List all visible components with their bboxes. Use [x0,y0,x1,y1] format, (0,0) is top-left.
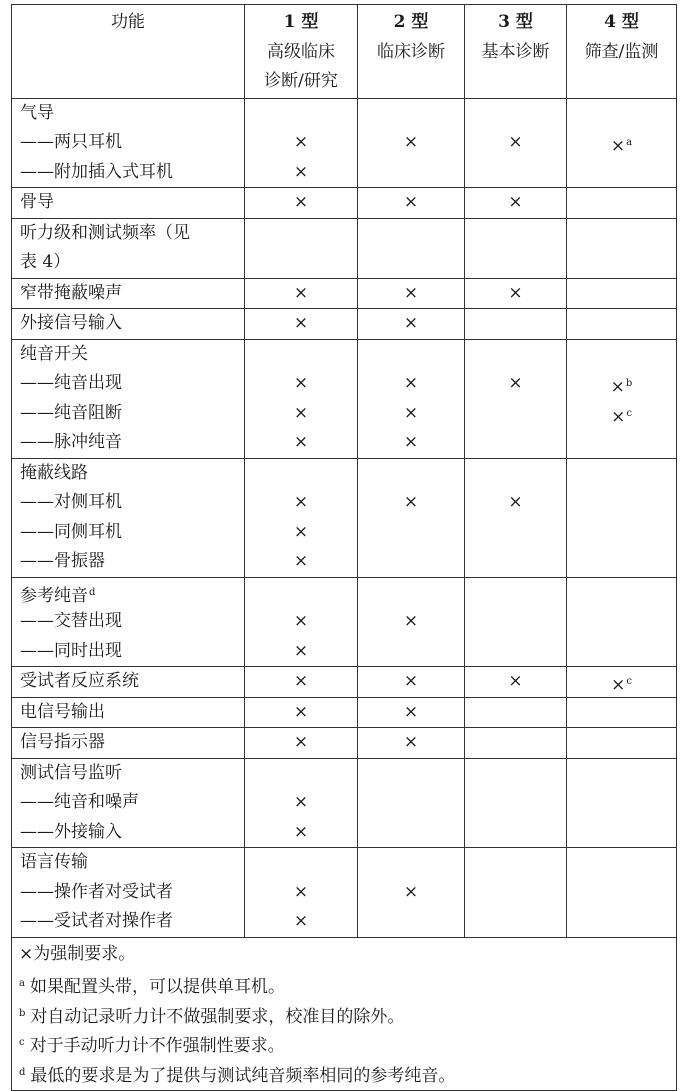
type-1-cell [245,848,358,938]
footnote [19,999,676,1029]
type-4-cell [567,577,677,667]
requirement-mark [245,340,357,370]
requirement-mark [358,578,464,608]
function-sub-label: ——纯音阻断 [20,402,122,423]
mark-symbol: × [293,192,309,212]
function-cell [12,309,245,340]
mark-symbol: × [293,492,309,512]
requirement-mark [245,248,357,278]
mark-symbol: × [293,282,309,303]
header-type-1: 1 型 高级临床 诊断/研究 [245,5,358,99]
requirement-mark [358,99,464,129]
type-2-cell [358,577,465,667]
requirement-mark [465,158,566,188]
requirement-mark [465,728,566,758]
table-row [12,577,677,667]
requirement-mark [567,399,676,429]
footnote-ref: b [625,378,633,389]
type-1-cell [245,218,358,278]
requirement-mark [358,399,464,429]
type-1-cell [245,458,358,577]
mark-symbol: × [403,432,419,452]
requirement-mark [358,878,464,908]
footnote-text: 对自动记录听力计不做强制要求，校准目的除外。 [30,1006,405,1027]
requirement-mark [245,128,357,158]
function-label: 受试者反应系统 [20,671,139,691]
function-cell [12,188,245,219]
mark-symbol: × [611,406,626,427]
function-sub-label: ——两只耳机 [20,132,122,152]
requirement-mark [567,219,676,249]
mark-symbol: × [610,136,626,156]
function-label: 窄带掩蔽噪声 [20,282,122,303]
requirement-mark [567,607,676,637]
mark-symbol: × [403,701,419,722]
type-4-cell [567,309,677,340]
footnote-ref: c [626,407,632,419]
type-4-cell [567,98,677,188]
type-4-cell [567,339,677,458]
requirement-mark [358,788,464,818]
requirement-mark [567,309,676,339]
function-sub-label: ——操作者对受试者 [20,881,173,902]
requirement-mark [465,99,566,129]
footnote-text: 对于手动听力计不作强制性要求。 [29,1036,285,1056]
function-label: 气导 [20,102,54,123]
requirement-mark [245,759,357,789]
requirement-mark [465,848,566,878]
function-label: 信号指示器 [20,732,105,752]
type-3-cell [465,697,567,728]
header-row [12,5,677,99]
type-3-cell [465,339,567,458]
type-4-cell [567,458,677,577]
requirement-mark [358,128,464,158]
footnote [19,1058,676,1088]
requirement-mark [245,219,357,249]
requirement-mark [567,637,676,667]
requirement-mark [567,369,676,399]
table-row [12,848,677,938]
requirement-mark [465,188,566,218]
table-row [12,278,677,309]
requirement-mark [245,428,357,458]
requirement-mark [465,128,566,158]
mark-symbol: × [403,402,419,423]
requirement-mark [358,309,464,339]
function-cell [12,577,245,667]
mark-symbol: × [293,911,309,931]
function-sub-label: ——受试者对操作者 [20,911,173,931]
mark-symbol: × [293,881,309,902]
function-label: 电信号输出 [20,701,105,722]
header-type-4: 4 型 筛查/监测 [567,5,677,99]
type-2-cell [358,697,465,728]
function-cell [12,218,245,278]
mark-symbol: × [403,282,419,303]
requirement-mark [567,488,676,518]
requirement-mark [245,309,357,339]
requirement-mark [465,607,566,637]
requirement-mark [358,369,464,399]
type-1-cell [245,188,358,219]
requirement-mark [567,907,676,937]
function-sub-label: ——同时出现 [20,640,122,661]
mark-symbol: × [293,373,309,393]
requirement-mark [567,459,676,489]
requirement-mark [465,279,566,309]
function-cell [12,758,245,848]
requirement-mark [358,728,464,758]
type-4-cell [567,188,677,219]
requirement-mark [465,248,566,278]
type-1-cell [245,577,358,667]
requirement-mark [245,788,357,818]
requirement-mark [567,848,676,878]
type-3-cell [465,218,567,278]
mark-symbol: × [508,192,523,212]
requirement-mark [465,219,566,249]
requirement-mark [465,547,566,577]
mark-symbol: × [508,282,523,303]
requirement-mark [358,428,464,458]
mark-symbol: × [293,671,309,691]
requirement-mark [245,578,357,608]
requirement-mark [358,248,464,278]
type-3-cell [465,98,567,188]
requirement-mark [465,459,566,489]
requirement-mark [358,607,464,637]
footnote-key: d [19,1066,26,1078]
type-2-cell [358,309,465,340]
type-4-cell [567,728,677,759]
requirement-mark [245,907,357,937]
mark-symbol: × [293,132,309,152]
type-1-cell [245,309,358,340]
type-2-cell [358,278,465,309]
requirement-mark [465,518,566,548]
type-3-cell [465,577,567,667]
requirement-mark [358,488,464,518]
table-row [12,218,677,278]
requirement-mark [567,158,676,188]
requirement-mark [465,878,566,908]
function-cell [12,339,245,458]
requirement-mark [358,518,464,548]
requirement-mark [567,698,676,728]
requirement-mark [465,907,566,937]
requirement-mark [567,188,676,218]
function-label: 骨导 [20,192,54,212]
requirement-mark [245,99,357,129]
table-notes [12,937,677,1091]
function-sub-label: ——交替出现 [20,611,122,631]
function-sub-label: ——外接输入 [20,821,122,842]
footnote-ref: c [626,676,632,687]
requirement-mark [567,340,676,370]
requirement-mark [567,728,676,758]
audiometer-function-table-wrapper [11,4,676,1091]
type-1-cell [245,728,358,759]
requirement-mark [358,279,464,309]
requirement-mark [465,578,566,608]
function-label: 外接信号输入 [20,313,122,333]
type-2-cell [358,458,465,577]
requirement-mark [465,818,566,848]
function-sub-label: ——纯音出现 [20,373,122,393]
mark-symbol: × [403,671,419,691]
mark-symbol: × [403,881,419,902]
header-type-2: 2 型 临床诊断 [358,5,465,99]
type-3-cell [465,728,567,759]
type-2-cell [358,667,465,698]
requirement-mark [358,667,464,697]
requirement-mark [465,399,566,429]
table-body [12,98,677,937]
requirement-mark [358,459,464,489]
type-3-cell [465,278,567,309]
footnote-key: a [19,978,25,989]
requirement-mark [465,788,566,818]
mark-symbol: × [293,161,309,182]
requirement-mark [567,428,676,458]
mark-symbol: × [293,521,309,542]
requirement-mark [358,818,464,848]
type-4-cell [567,278,677,309]
requirement-mark [465,340,566,370]
requirement-mark [245,518,357,548]
mark-symbol: × [403,192,419,212]
type-1-cell [245,98,358,188]
type-3-cell [465,848,567,938]
requirement-mark [567,759,676,789]
requirement-mark [567,128,676,158]
function-sub-label: ——同侧耳机 [20,521,122,542]
requirement-mark [245,667,357,697]
requirement-mark [245,399,357,429]
type-4-cell [567,667,677,698]
function-sub-label: 表 4） [20,252,71,272]
table-row [12,667,677,698]
function-cell [12,848,245,938]
mark-symbol: × [293,732,309,752]
requirement-mark [567,248,676,278]
footnote [19,969,676,999]
requirement-mark [358,698,464,728]
requirement-mark [245,279,357,309]
requirement-mark [465,309,566,339]
type-1-cell [245,758,358,848]
table-row [12,309,677,340]
requirement-mark [245,878,357,908]
requirement-mark [358,848,464,878]
requirement-mark [567,818,676,848]
function-cell [12,278,245,309]
table-row [12,98,677,188]
requirement-mark [245,158,357,188]
requirement-mark [245,459,357,489]
requirement-mark [245,188,357,218]
mark-symbol: × [293,402,309,423]
type-2-cell [358,98,465,188]
type-3-cell [465,667,567,698]
function-cell [12,98,245,188]
requirement-mark [358,219,464,249]
requirement-mark [567,878,676,908]
audiometer-function-table [11,4,677,1091]
requirement-mark [567,667,676,697]
type-3-cell [465,758,567,848]
requirement-mark [465,428,566,458]
mark-symbol: × [403,373,419,393]
function-sub-label: ——纯音和噪声 [20,792,139,812]
table-row [12,697,677,728]
function-cell [12,728,245,759]
requirement-mark [358,547,464,577]
mark-symbol: × [403,732,419,752]
type-3-cell [465,309,567,340]
requirement-mark [567,578,676,608]
requirement-mark [358,907,464,937]
requirement-mark [245,848,357,878]
footnote [19,1028,676,1058]
requirement-mark [465,369,566,399]
mark-symbol: × [293,701,309,722]
mark-symbol: × [293,432,309,452]
function-sub-label: ——骨振器 [20,551,105,571]
function-label: 听力级和测试频率（见 [20,222,190,243]
mark-symbol: × [611,675,626,695]
mark-symbol: × [403,313,419,333]
type-1-cell [245,278,358,309]
table-row [12,458,677,577]
table-row [12,339,677,458]
type-4-cell [567,218,677,278]
header-type-3: 3 型 基本诊断 [465,5,567,99]
mark-symbol: × [293,611,309,631]
footnote-text: 最低的要求是为了提供与测试纯音频率相同的参考纯音。 [30,1065,456,1086]
function-sub-label: ——脉冲纯音 [20,432,122,452]
notes-row [12,937,677,1091]
requirement-mark [245,698,357,728]
requirement-mark [245,728,357,758]
function-label: 测试信号监听 [20,762,122,783]
requirement-mark [465,667,566,697]
requirement-mark [567,788,676,818]
requirement-mark [245,547,357,577]
function-label: 纯音开关 [20,343,88,364]
mark-symbol: × [508,132,523,152]
requirement-mark [465,488,566,518]
function-label: 参考纯音$^d$ [20,585,96,606]
requirement-mark [358,158,464,188]
requirement-mark [245,818,357,848]
mark-symbol: × [403,492,419,512]
requirement-mark [567,518,676,548]
type-3-cell [465,188,567,219]
table-row [12,188,677,219]
requirement-mark [245,369,357,399]
mark-symbol: × [610,377,625,397]
requirement-mark [245,607,357,637]
table-row [12,758,677,848]
type-3-cell [465,458,567,577]
footnote-key: b [19,1007,26,1019]
mark-symbol: × [293,821,309,842]
type-2-cell [358,848,465,938]
type-2-cell [358,188,465,219]
requirement-mark [567,99,676,129]
mark-symbol: × [508,373,523,393]
mark-symbol: × [508,671,523,691]
footnote [19,940,676,970]
requirement-mark [358,188,464,218]
type-1-cell [245,339,358,458]
mark-symbol: × [508,492,523,512]
requirement-mark [245,488,357,518]
function-cell [12,458,245,577]
table-row [12,728,677,759]
type-4-cell [567,697,677,728]
type-4-cell [567,848,677,938]
requirement-mark [567,279,676,309]
requirement-mark [358,637,464,667]
footnote-text: 如果配置头带，可以提供单耳机。 [29,977,285,997]
function-cell [12,697,245,728]
mark-symbol: × [293,640,309,661]
function-label: 掩蔽线路 [20,462,88,483]
type-2-cell [358,218,465,278]
footnote-ref: a [626,137,633,148]
mark-symbol: × [293,792,309,812]
header-function: 功能 [12,5,245,99]
type-2-cell [358,758,465,848]
type-2-cell [358,339,465,458]
footnote-text: ×为强制要求。 [19,943,136,964]
requirement-mark [567,547,676,577]
page-footer-mark [323,1075,361,1081]
footnote-key: c [19,1037,25,1048]
requirement-mark [358,759,464,789]
mark-symbol: × [293,551,309,571]
function-sub-label: ——附加插入式耳机 [20,161,173,182]
requirement-mark [358,340,464,370]
mark-symbol: × [403,132,419,152]
function-sub-label: ——对侧耳机 [20,492,122,512]
type-2-cell [358,728,465,759]
requirement-mark [465,637,566,667]
type-1-cell [245,667,358,698]
requirement-mark [245,637,357,667]
mark-symbol: × [403,611,419,631]
function-cell [12,667,245,698]
requirement-mark [465,698,566,728]
type-1-cell [245,697,358,728]
function-label: 语言传输 [20,852,88,872]
requirement-mark [465,759,566,789]
footnote-ref: d [89,586,96,598]
type-4-cell [567,758,677,848]
mark-symbol: × [293,313,309,333]
